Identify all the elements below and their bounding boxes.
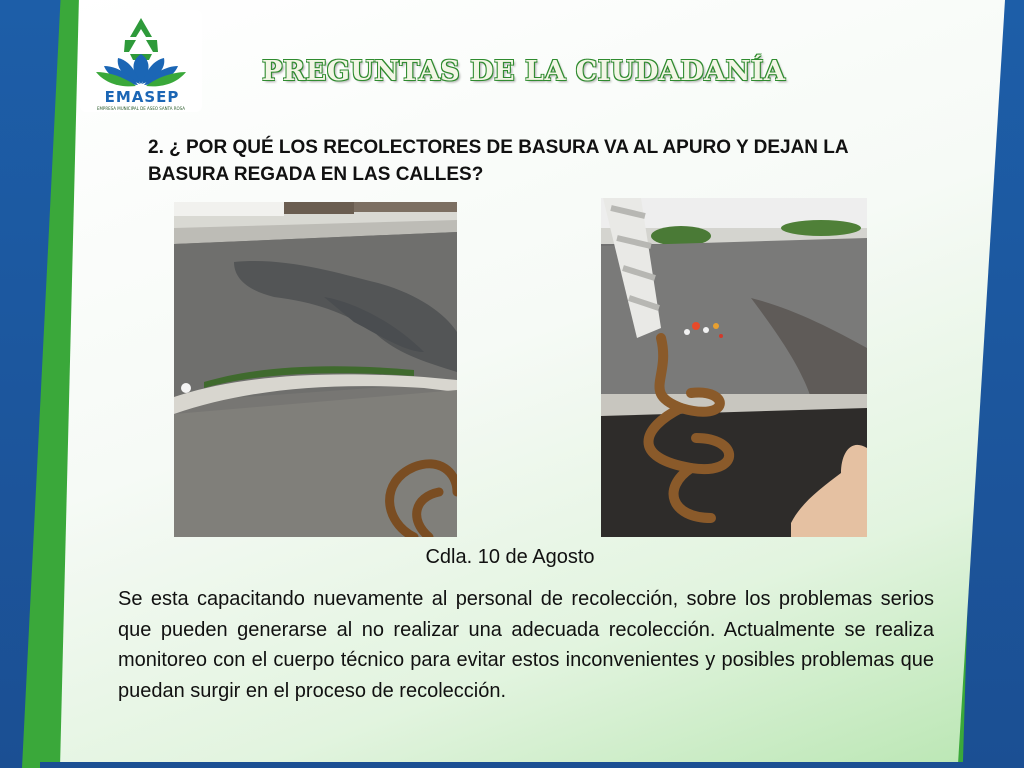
logo-wordmark: EMASEP — [104, 88, 180, 106]
bottom-border — [40, 762, 980, 768]
question-text: 2. ¿ POR QUÉ LOS RECOLECTORES DE BASURA VA AL APURO Y DEJAN LA BASURA REGADA EN LAS CALLES? — [148, 137, 848, 185]
page-title: PREGUNTAS DE LA CIUDADANÍA — [262, 56, 786, 87]
street-photo-1 — [174, 202, 457, 537]
logo-subtitle: EMPRESA MUNICIPAL DE ASEO SANTA ROSA — [96, 106, 186, 111]
emasep-logo — [80, 10, 202, 112]
photo-caption: Cdla. 10 de Agosto — [425, 546, 595, 568]
street-photo-2 — [601, 198, 867, 537]
answer-paragraph: Se esta capacitando nuevamente al personal de recolección, sobre los problemas serios que pueden generarse al no realizar una adecuada recolección. Actualmente se realiza monitoreo con el cuerpo técnico para evitar estos inconvenientes y posibles problemas que puedan surgir en el proceso de recolección. — [118, 588, 934, 702]
